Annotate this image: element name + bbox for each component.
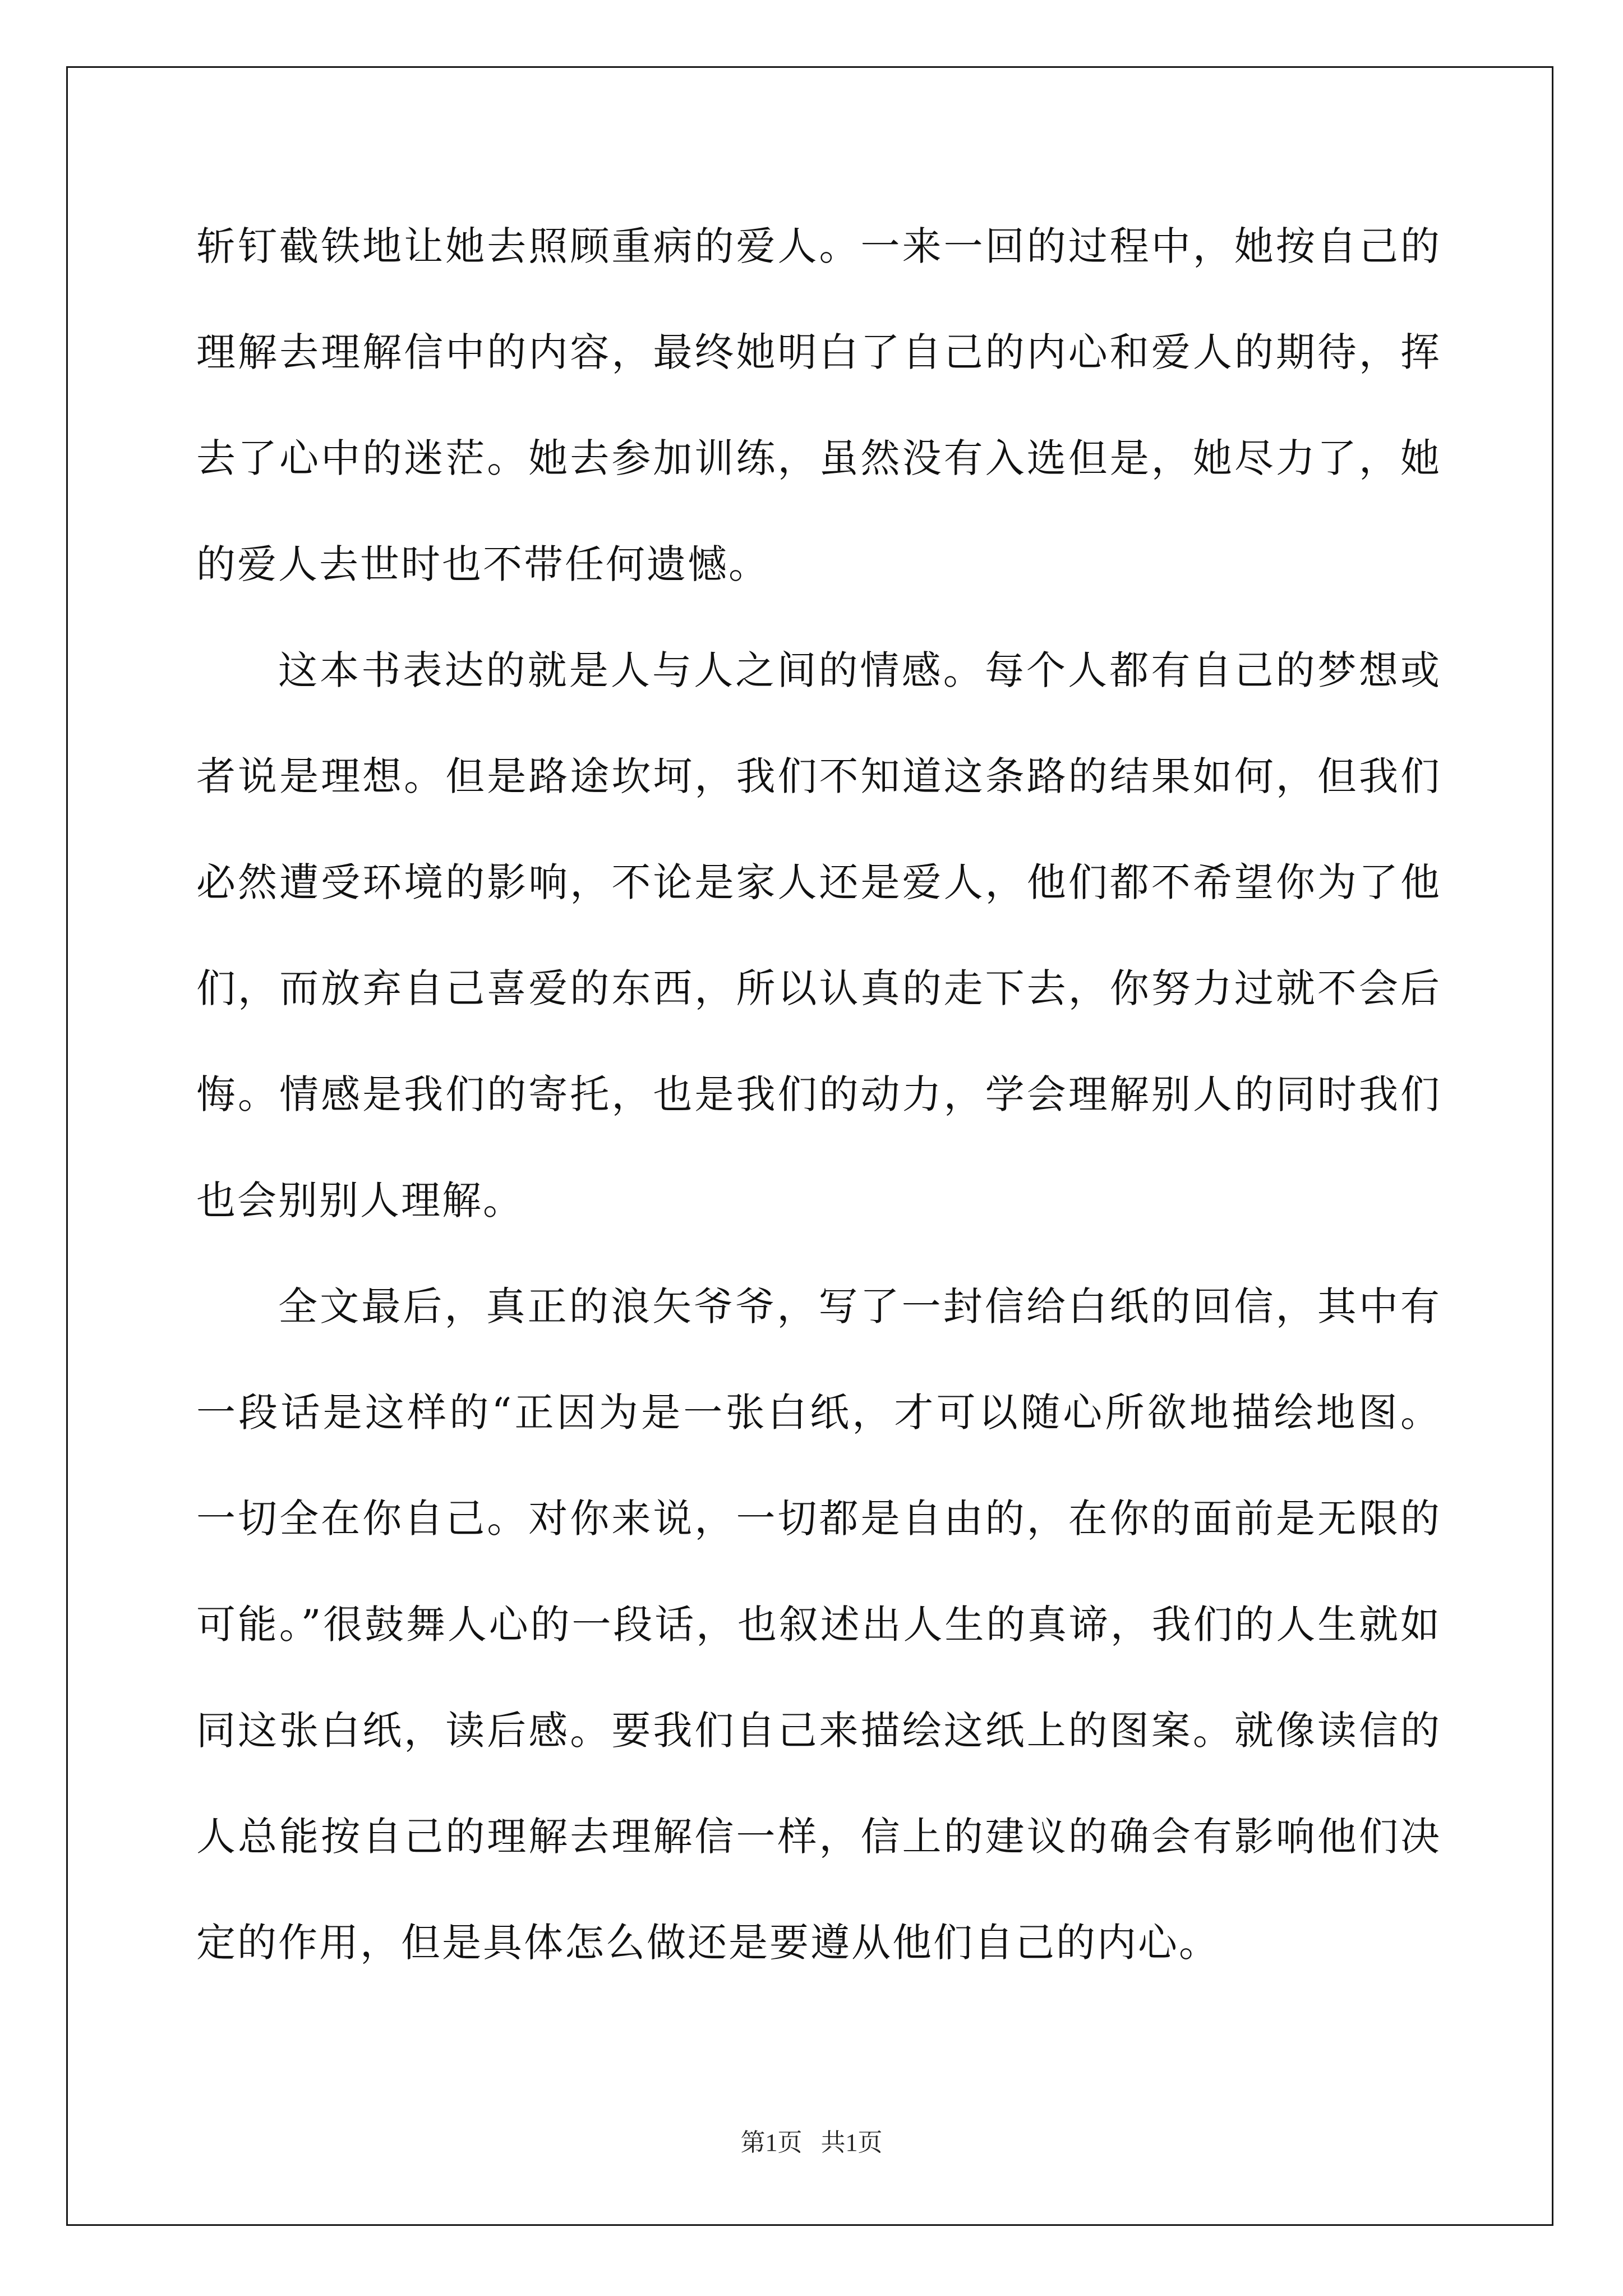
paragraph: 全文最后，真正的浪矢爷爷，写了一封信给白纸的回信，其中有一段话是这样的“正因为是一张白纸，才可以随心所欲地描绘地图。一切全在你自己。对你来说，一切都是自由的，在你的面前是无限的可能。”很鼓舞人心的一段话，也叙述出人生的真谛，我们的人生就如同这张白纸，读后感。要我们自己来描绘这纸上的图案。就像读信的人总能按自己的理解去理解信一样，信上的建议的确会有影响他们决定的作用，但是具体怎么做还是要遵从他们自己的内心。 xyxy=(196,1283,1441,1966)
paragraph-continued: 斩钉截铁地让她去照顾重病的爱人。一来一回的过程中，她按自己的理解去理解信中的内容，最终她明白了自己的内心和爱人的期待，挥去了心中的迷茫。她去参加训练，虽然没有入选但是，她尽力了，她的爱人去世时也不带任何遗憾。 xyxy=(196,223,1441,587)
paragraph: 这本书表达的就是人与人之间的情感。每个人都有自己的梦想或者说是理想。但是路途坎坷，我们不知道这条路的结果如何，但我们必然遭受环境的影响，不论是家人还是爱人，他们都不希望你为了他们，而放弃自己喜爱的东西，所以认真的走下去，你努力过就不会后悔。情感是我们的寄托，也是我们的动力，学会理解别人的同时我们也会别别人理解。 xyxy=(196,647,1441,1223)
document-body xyxy=(196,194,1441,1996)
page-footer xyxy=(0,2126,1623,2160)
page-number: 第1页 xyxy=(740,2129,803,2156)
total-pages: 共1页 xyxy=(820,2129,883,2156)
